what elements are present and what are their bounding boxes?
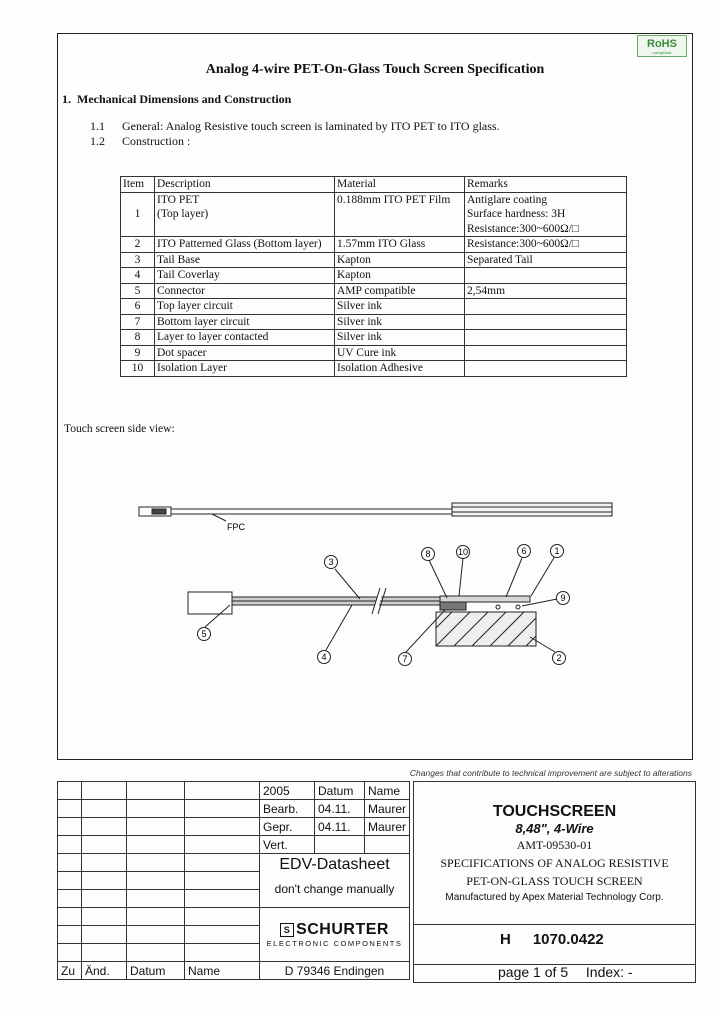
vert-date [315, 836, 365, 854]
page-number: 1 [533, 964, 541, 980]
header-description: Description [155, 177, 335, 193]
header-item: Item [121, 177, 155, 193]
revision-cell [185, 872, 260, 890]
divider-line [414, 924, 695, 925]
header-material: Material [335, 177, 465, 193]
datum-col-header: Datum [127, 962, 185, 980]
revision-cell [185, 926, 260, 944]
fpc-label: FPC [227, 522, 245, 532]
callout-label: 4 [321, 652, 327, 662]
item-cell: 10 [121, 361, 155, 377]
material-cell: Isolation Adhesive [335, 361, 465, 377]
revision-cell [185, 800, 260, 818]
callout-label: 6 [521, 546, 527, 556]
revision-cell [58, 908, 82, 926]
material-cell: Kapton [335, 252, 465, 268]
revision-cell [127, 890, 185, 908]
item-cell: 9 [121, 345, 155, 361]
side-view-caption: Touch screen side view: [64, 423, 175, 435]
vert-label: Vert. [260, 836, 315, 854]
document-number [500, 931, 604, 948]
page-label: page [498, 964, 530, 980]
paragraph-number: 1.1 [90, 119, 105, 133]
revision-cell [127, 782, 185, 800]
fpc-top-view [139, 503, 612, 521]
part-code: AMT-09530-01 [516, 838, 593, 852]
revision-cell [58, 872, 82, 890]
zu-header: Zu [58, 962, 82, 980]
silver-ink-contact [440, 602, 466, 610]
revision-cell [82, 872, 127, 890]
callout-label: 5 [201, 629, 207, 639]
glass-bottom [436, 612, 536, 646]
item-cell: 4 [121, 268, 155, 284]
dot-spacer [496, 605, 500, 609]
material-cell: Kapton [335, 268, 465, 284]
item-cell: 7 [121, 314, 155, 330]
revision-cell [82, 944, 127, 962]
spec-line-1: SPECIFICATIONS OF ANALOG RESISTIVE [440, 856, 669, 870]
gepr-name: Maurer [365, 818, 410, 836]
description-cell: Bottom layer circuit [155, 314, 335, 330]
aend-header: Änd. [82, 962, 127, 980]
callout-label: 8 [425, 549, 431, 559]
callout-label: 7 [402, 654, 408, 664]
description-cell: Isolation Layer [155, 361, 335, 377]
document-title: Analog 4-wire PET-On-Glass Touch Screen Specification [205, 62, 545, 77]
name-header: Name [365, 782, 410, 800]
description-cell: Top layer circuit [155, 299, 335, 315]
callout-label: 9 [560, 593, 566, 603]
revision-cell [185, 836, 260, 854]
remarks-line: Antiglare coating [467, 193, 548, 206]
revision-cell [185, 782, 260, 800]
revision-cell [82, 926, 127, 944]
index-label: Index: - [585, 964, 633, 980]
remarks-line: Surface hardness: 3H [467, 208, 566, 220]
page-indicator [498, 964, 633, 980]
section-number: 1. [62, 92, 71, 106]
ito-pet-top [440, 596, 530, 602]
revision-cell [58, 890, 82, 908]
bearb-name: Maurer [365, 800, 410, 818]
revision-cell [82, 854, 127, 872]
revision-cell [82, 908, 127, 926]
revision-cell [127, 818, 185, 836]
company-logo [263, 921, 406, 939]
location-cell: D 79346 Endingen [260, 962, 410, 980]
company-subtitle: ELECTRONIC COMPONENTS [266, 939, 403, 948]
callout-label: 3 [328, 557, 334, 567]
paragraph-number: 1.2 [90, 134, 105, 148]
year-cell: 2005 [260, 782, 315, 800]
revision-cell [82, 800, 127, 818]
revision-cell [185, 854, 260, 872]
paragraph-text: General: Analog Resistive touch screen is laminated by ITO PET to ITO glass. [122, 119, 500, 133]
datum-header: Datum [315, 782, 365, 800]
item-cell: 1 [121, 192, 155, 237]
connector-block [188, 592, 232, 614]
revision-cell [127, 800, 185, 818]
revision-cell [58, 944, 82, 962]
of-label: of [544, 964, 557, 980]
item-cell: 2 [121, 237, 155, 253]
callout-label: 2 [556, 653, 562, 663]
item-cell: 6 [121, 299, 155, 315]
revision-cell [58, 800, 82, 818]
side-section [188, 588, 536, 646]
description-cell: ITO Patterned Glass (Bottom layer) [155, 237, 335, 253]
revision-cell [185, 818, 260, 836]
material-cell: Silver ink [335, 314, 465, 330]
material-cell: 1.57mm ITO Glass [335, 237, 465, 253]
item-cell: 8 [121, 330, 155, 346]
description-cell: Layer to layer contacted [155, 330, 335, 346]
product-subtitle: 8,48", 4-Wire [515, 821, 594, 836]
callout-label: 10 [457, 547, 469, 557]
product-title: TOUCHSCREEN [492, 803, 617, 820]
item-cell: 3 [121, 252, 155, 268]
revision-cell [58, 818, 82, 836]
revision-cell [82, 836, 127, 854]
name-col-header: Name [185, 962, 260, 980]
revision-cell [58, 926, 82, 944]
bearb-label: Bearb. [260, 800, 315, 818]
revision-cell [127, 926, 185, 944]
vert-name [365, 836, 410, 854]
gepr-date: 04.11. [315, 818, 365, 836]
dot-spacer [516, 605, 520, 609]
revision-cell [185, 890, 260, 908]
remarks-cell: Separated Tail [465, 252, 627, 268]
revision-cell [82, 890, 127, 908]
doc-prefix: H [500, 931, 511, 948]
dont-change-label: don't change manually [274, 882, 395, 896]
title-block-grid [57, 781, 410, 980]
description-cell: Dot spacer [155, 345, 335, 361]
remarks-cell: 2,54mm [465, 283, 627, 299]
material-cell: Silver ink [335, 330, 465, 346]
revision-cell [127, 872, 185, 890]
material-cell: 0.188mm ITO PET Film [335, 192, 465, 237]
paragraph-text: Construction : [122, 134, 191, 148]
item-cell: 5 [121, 283, 155, 299]
company-name: SCHURTER [296, 921, 389, 938]
material-cell: UV Cure ink [335, 345, 465, 361]
schurter-mark-icon: S [280, 923, 294, 937]
revision-cell [185, 908, 260, 926]
description-line: ITO PET [157, 193, 200, 206]
revision-cell [127, 854, 185, 872]
description-cell: Tail Coverlay [155, 268, 335, 284]
section-title: Mechanical Dimensions and Construction [77, 92, 292, 106]
description-line: (Top layer) [157, 208, 209, 220]
manufacturer-line: Manufactured by Apex Material Technology Corp. [445, 892, 664, 903]
callout-label: 1 [554, 546, 560, 556]
material-cell: Silver ink [335, 299, 465, 315]
company-logo-cell [260, 908, 410, 962]
revision-cell [185, 944, 260, 962]
revision-cell [127, 836, 185, 854]
alteration-note: Changes that contribute to technical improvement are subject to alterations [409, 768, 692, 778]
remarks-line: Resistance:300~600Ω/□ [467, 222, 579, 235]
spec-line-2: PET-ON-GLASS TOUCH SCREEN [466, 874, 643, 888]
remarks-cell: Resistance:300~600Ω/□ [465, 237, 627, 253]
rohs-sub: compliant [652, 50, 672, 55]
header-remarks: Remarks [465, 177, 627, 193]
description-cell: Tail Base [155, 252, 335, 268]
revision-cell [127, 908, 185, 926]
doc-number: 1070.0422 [532, 931, 604, 948]
revision-cell [58, 836, 82, 854]
revision-cell [58, 782, 82, 800]
edv-cell [260, 854, 410, 908]
material-cell: AMP compatible [335, 283, 465, 299]
edv-datasheet-label: EDV-Datasheet [279, 856, 390, 873]
revision-cell [58, 854, 82, 872]
revision-cell [82, 782, 127, 800]
bearb-date: 04.11. [315, 800, 365, 818]
revision-cell [82, 818, 127, 836]
gepr-label: Gepr. [260, 818, 315, 836]
rohs-label: RoHS [647, 38, 677, 50]
description-cell: Connector [155, 283, 335, 299]
page-total: 5 [560, 964, 569, 980]
revision-cell [127, 944, 185, 962]
